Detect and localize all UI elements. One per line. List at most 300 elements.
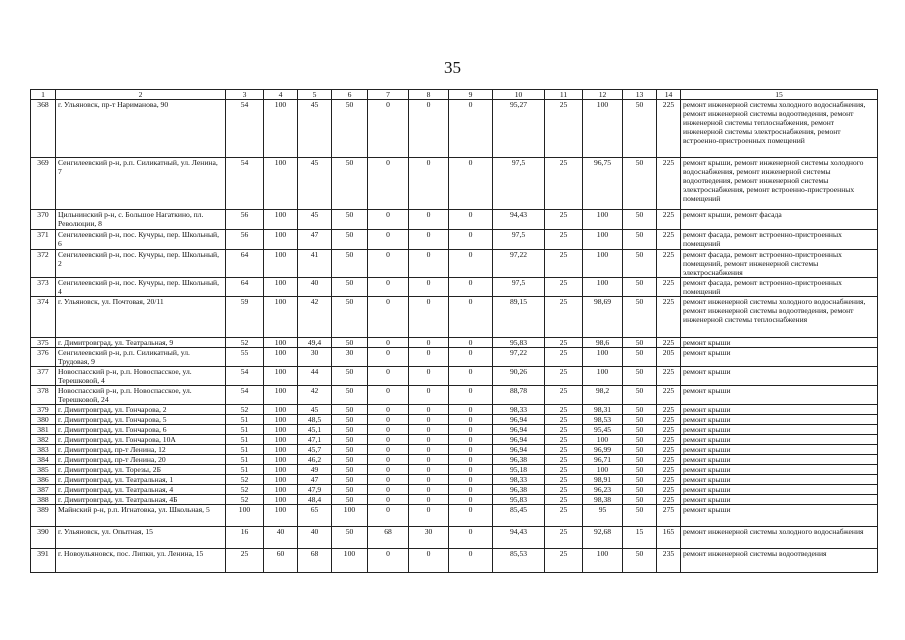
address-cell: г. Димитровград, пр-т Ленина, 12 xyxy=(56,445,226,455)
address-cell: г. Ульяновск, ул. Почтовая, 20/11 xyxy=(56,297,226,338)
value-cell: 44 xyxy=(298,367,332,386)
value-cell: 50 xyxy=(623,278,657,297)
value-cell: 52 xyxy=(226,338,264,348)
value-cell: 0 xyxy=(368,505,409,527)
value-cell: 0 xyxy=(368,297,409,338)
value-cell: 100 xyxy=(332,549,368,573)
value-cell: 0 xyxy=(409,415,449,425)
column-header: 4 xyxy=(264,90,298,100)
value-cell: 98,6 xyxy=(583,338,623,348)
value-cell: 50 xyxy=(623,405,657,415)
value-cell: 100 xyxy=(264,425,298,435)
value-cell: 0 xyxy=(449,527,493,549)
work-description-cell: ремонт инженерной системы водоотведения xyxy=(681,549,878,573)
value-cell: 96,38 xyxy=(493,455,545,465)
value-cell: 100 xyxy=(264,367,298,386)
value-cell: 98,91 xyxy=(583,475,623,485)
value-cell: 225 xyxy=(657,485,681,495)
address-cell: Сенгилеевский р-н, р.п. Силикатный, ул. Трудовая, 9 xyxy=(56,348,226,367)
value-cell: 0 xyxy=(409,297,449,338)
value-cell: 0 xyxy=(449,425,493,435)
value-cell: 50 xyxy=(332,475,368,485)
table-row xyxy=(31,527,878,549)
value-cell: 0 xyxy=(368,338,409,348)
value-cell: 25 xyxy=(545,297,583,338)
column-header: 13 xyxy=(623,90,657,100)
row-number-cell: 383 xyxy=(31,445,56,455)
value-cell: 225 xyxy=(657,250,681,278)
value-cell: 25 xyxy=(545,475,583,485)
address-cell: Сенгилеевский р-н, р.п. Силикатный, ул. Ленина, 7 xyxy=(56,158,226,210)
value-cell: 100 xyxy=(264,158,298,210)
work-description-cell: ремонт крыши xyxy=(681,415,878,425)
value-cell: 0 xyxy=(449,405,493,415)
address-cell: г. Димитровград, ул. Гончарова, 2 xyxy=(56,405,226,415)
value-cell: 225 xyxy=(657,297,681,338)
value-cell: 25 xyxy=(545,405,583,415)
value-cell: 55 xyxy=(226,348,264,367)
work-description-cell: ремонт крыши xyxy=(681,475,878,485)
value-cell: 100 xyxy=(583,100,623,158)
value-cell: 96,38 xyxy=(493,485,545,495)
table-row xyxy=(31,297,878,338)
address-cell: г. Димитровград, пр-т Ленина, 20 xyxy=(56,455,226,465)
value-cell: 0 xyxy=(449,415,493,425)
value-cell: 40 xyxy=(298,278,332,297)
value-cell: 225 xyxy=(657,367,681,386)
value-cell: 50 xyxy=(623,367,657,386)
value-cell: 0 xyxy=(449,338,493,348)
value-cell: 0 xyxy=(449,100,493,158)
table-row xyxy=(31,250,878,278)
work-description-cell: ремонт инженерной системы холодного водоснабжения, ремонт инженерной системы водоотведения, ремонт инженерной системы теплоснабжения, ремонт инженерной системы электроснабжения, ремонт встроенно-пристроенных помещений xyxy=(681,100,878,158)
address-cell: г. Ульяновск, пр-т Нариманова, 90 xyxy=(56,100,226,158)
value-cell: 225 xyxy=(657,210,681,230)
value-cell: 45 xyxy=(298,210,332,230)
value-cell: 30 xyxy=(332,348,368,367)
value-cell: 50 xyxy=(623,475,657,485)
value-cell: 0 xyxy=(368,210,409,230)
value-cell: 95 xyxy=(583,505,623,527)
value-cell: 98,53 xyxy=(583,415,623,425)
value-cell: 97,5 xyxy=(493,230,545,250)
value-cell: 100 xyxy=(264,250,298,278)
value-cell: 54 xyxy=(226,386,264,405)
value-cell: 25 xyxy=(545,435,583,445)
row-number-cell: 391 xyxy=(31,549,56,573)
value-cell: 0 xyxy=(368,250,409,278)
table-row xyxy=(31,455,878,465)
value-cell: 0 xyxy=(409,425,449,435)
value-cell: 225 xyxy=(657,230,681,250)
value-cell: 25 xyxy=(545,250,583,278)
value-cell: 50 xyxy=(623,386,657,405)
value-cell: 225 xyxy=(657,100,681,158)
address-cell: Майнский р-н, р.п. Игнатовка, ул. Школьная, 5 xyxy=(56,505,226,527)
value-cell: 42 xyxy=(298,386,332,405)
value-cell: 50 xyxy=(623,100,657,158)
value-cell: 100 xyxy=(226,505,264,527)
value-cell: 90,26 xyxy=(493,367,545,386)
address-cell: Сенгилеевский р-н, пос. Кучуры, пер. Школьный, 4 xyxy=(56,278,226,297)
value-cell: 50 xyxy=(332,338,368,348)
value-cell: 100 xyxy=(264,465,298,475)
value-cell: 0 xyxy=(368,435,409,445)
value-cell: 0 xyxy=(368,465,409,475)
value-cell: 225 xyxy=(657,455,681,465)
value-cell: 50 xyxy=(332,465,368,475)
table-row xyxy=(31,405,878,415)
address-cell: Новоспасский р-н, р.п. Новоспасское, ул. Терешковой, 4 xyxy=(56,367,226,386)
value-cell: 96,94 xyxy=(493,415,545,425)
row-number-cell: 388 xyxy=(31,495,56,505)
value-cell: 100 xyxy=(264,348,298,367)
value-cell: 225 xyxy=(657,405,681,415)
value-cell: 47,9 xyxy=(298,485,332,495)
table-row xyxy=(31,549,878,573)
value-cell: 0 xyxy=(368,495,409,505)
value-cell: 0 xyxy=(368,415,409,425)
table-row xyxy=(31,415,878,425)
column-header: 3 xyxy=(226,90,264,100)
value-cell: 45,7 xyxy=(298,445,332,455)
value-cell: 16 xyxy=(226,527,264,549)
value-cell: 92,68 xyxy=(583,527,623,549)
value-cell: 52 xyxy=(226,495,264,505)
value-cell: 25 xyxy=(545,445,583,455)
work-description-cell: ремонт крыши xyxy=(681,505,878,527)
value-cell: 0 xyxy=(449,297,493,338)
value-cell: 47 xyxy=(298,230,332,250)
value-cell: 0 xyxy=(368,367,409,386)
value-cell: 51 xyxy=(226,435,264,445)
value-cell: 25 xyxy=(545,158,583,210)
value-cell: 0 xyxy=(409,505,449,527)
value-cell: 95,83 xyxy=(493,495,545,505)
value-cell: 25 xyxy=(545,386,583,405)
row-number-cell: 385 xyxy=(31,465,56,475)
value-cell: 0 xyxy=(409,386,449,405)
value-cell: 88,78 xyxy=(493,386,545,405)
row-number-cell: 370 xyxy=(31,210,56,230)
value-cell: 100 xyxy=(583,230,623,250)
value-cell: 225 xyxy=(657,465,681,475)
value-cell: 0 xyxy=(409,435,449,445)
value-cell: 100 xyxy=(264,455,298,465)
value-cell: 100 xyxy=(583,549,623,573)
value-cell: 50 xyxy=(332,485,368,495)
value-cell: 50 xyxy=(332,425,368,435)
value-cell: 89,15 xyxy=(493,297,545,338)
value-cell: 100 xyxy=(332,505,368,527)
value-cell: 95,27 xyxy=(493,100,545,158)
table-row xyxy=(31,435,878,445)
value-cell: 0 xyxy=(409,158,449,210)
value-cell: 0 xyxy=(368,100,409,158)
value-cell: 50 xyxy=(623,415,657,425)
value-cell: 50 xyxy=(623,348,657,367)
value-cell: 100 xyxy=(583,435,623,445)
address-cell: г. Ульяновск, ул. Опытная, 15 xyxy=(56,527,226,549)
value-cell: 50 xyxy=(332,297,368,338)
value-cell: 25 xyxy=(545,549,583,573)
row-number-cell: 380 xyxy=(31,415,56,425)
table-row xyxy=(31,505,878,527)
value-cell: 0 xyxy=(368,158,409,210)
value-cell: 0 xyxy=(368,445,409,455)
column-header: 2 xyxy=(56,90,226,100)
value-cell: 50 xyxy=(623,297,657,338)
value-cell: 95,83 xyxy=(493,338,545,348)
value-cell: 0 xyxy=(449,485,493,495)
row-number-cell: 382 xyxy=(31,435,56,445)
value-cell: 94,43 xyxy=(493,527,545,549)
value-cell: 50 xyxy=(332,435,368,445)
address-cell: Сенгилеевский р-н, пос. Кучуры, пер. Школьный, 2 xyxy=(56,250,226,278)
value-cell: 0 xyxy=(368,405,409,415)
value-cell: 0 xyxy=(449,465,493,475)
value-cell: 48,5 xyxy=(298,415,332,425)
value-cell: 225 xyxy=(657,338,681,348)
work-description-cell: ремонт крыши xyxy=(681,485,878,495)
value-cell: 225 xyxy=(657,415,681,425)
value-cell: 50 xyxy=(332,415,368,425)
value-cell: 50 xyxy=(623,158,657,210)
value-cell: 100 xyxy=(264,338,298,348)
value-cell: 0 xyxy=(409,495,449,505)
row-number-cell: 372 xyxy=(31,250,56,278)
value-cell: 50 xyxy=(623,435,657,445)
value-cell: 0 xyxy=(449,475,493,485)
row-number-cell: 384 xyxy=(31,455,56,465)
value-cell: 97,5 xyxy=(493,158,545,210)
value-cell: 0 xyxy=(368,425,409,435)
value-cell: 25 xyxy=(545,210,583,230)
work-description-cell: ремонт крыши xyxy=(681,348,878,367)
row-number-cell: 381 xyxy=(31,425,56,435)
value-cell: 52 xyxy=(226,405,264,415)
row-number-cell: 369 xyxy=(31,158,56,210)
value-cell: 25 xyxy=(545,338,583,348)
value-cell: 49 xyxy=(298,465,332,475)
value-cell: 100 xyxy=(583,465,623,475)
work-description-cell: ремонт крыши xyxy=(681,405,878,415)
value-cell: 0 xyxy=(449,435,493,445)
value-cell: 100 xyxy=(583,278,623,297)
work-description-cell: ремонт фасада, ремонт встроенно-пристроенных помещений, ремонт инженерной системы электроснабжения xyxy=(681,250,878,278)
value-cell: 64 xyxy=(226,278,264,297)
value-cell: 275 xyxy=(657,505,681,527)
value-cell: 25 xyxy=(545,465,583,475)
value-cell: 95,45 xyxy=(583,425,623,435)
table-row xyxy=(31,278,878,297)
value-cell: 25 xyxy=(545,230,583,250)
value-cell: 51 xyxy=(226,455,264,465)
value-cell: 50 xyxy=(623,338,657,348)
value-cell: 45 xyxy=(298,100,332,158)
value-cell: 50 xyxy=(332,250,368,278)
value-cell: 100 xyxy=(264,297,298,338)
table-row xyxy=(31,338,878,348)
value-cell: 100 xyxy=(264,230,298,250)
value-cell: 0 xyxy=(409,210,449,230)
value-cell: 0 xyxy=(368,348,409,367)
value-cell: 50 xyxy=(623,549,657,573)
value-cell: 96,94 xyxy=(493,445,545,455)
address-cell: г. Димитровград, ул. Гончарова, 5 xyxy=(56,415,226,425)
value-cell: 0 xyxy=(409,230,449,250)
value-cell: 100 xyxy=(583,210,623,230)
value-cell: 25 xyxy=(545,278,583,297)
value-cell: 60 xyxy=(264,549,298,573)
value-cell: 50 xyxy=(332,210,368,230)
value-cell: 25 xyxy=(545,348,583,367)
work-description-cell: ремонт крыши, ремонт инженерной системы холодного водоснабжения, ремонт инженерной системы водоотведения, ремонт инженерной системы электроснабжения, ремонт встроенно-пристроенных помещений xyxy=(681,158,878,210)
address-cell: Цильнинский р-н, с. Большое Нагаткино, пл. Революции, 8 xyxy=(56,210,226,230)
value-cell: 0 xyxy=(409,485,449,495)
value-cell: 0 xyxy=(449,505,493,527)
value-cell: 97,22 xyxy=(493,250,545,278)
work-description-cell: ремонт инженерной системы холодного водоснабжения xyxy=(681,527,878,549)
value-cell: 48,4 xyxy=(298,495,332,505)
row-number-cell: 379 xyxy=(31,405,56,415)
value-cell: 0 xyxy=(449,455,493,465)
value-cell: 98,33 xyxy=(493,475,545,485)
value-cell: 100 xyxy=(264,405,298,415)
value-cell: 100 xyxy=(583,348,623,367)
value-cell: 50 xyxy=(623,425,657,435)
value-cell: 0 xyxy=(368,485,409,495)
value-cell: 0 xyxy=(368,278,409,297)
value-cell: 45 xyxy=(298,405,332,415)
value-cell: 45 xyxy=(298,158,332,210)
repair-table xyxy=(30,89,878,573)
column-header: 15 xyxy=(681,90,878,100)
table-row xyxy=(31,158,878,210)
value-cell: 54 xyxy=(226,100,264,158)
table-row xyxy=(31,348,878,367)
value-cell: 25 xyxy=(545,425,583,435)
value-cell: 25 xyxy=(545,455,583,465)
value-cell: 225 xyxy=(657,495,681,505)
work-description-cell: ремонт крыши xyxy=(681,425,878,435)
value-cell: 25 xyxy=(545,485,583,495)
address-cell: г. Димитровград, ул. Торезы, 2Б xyxy=(56,465,226,475)
work-description-cell: ремонт крыши xyxy=(681,367,878,386)
value-cell: 0 xyxy=(409,405,449,415)
header-row xyxy=(31,90,878,100)
table-row xyxy=(31,100,878,158)
value-cell: 59 xyxy=(226,297,264,338)
value-cell: 50 xyxy=(332,405,368,415)
value-cell: 52 xyxy=(226,485,264,495)
table-row xyxy=(31,445,878,455)
value-cell: 50 xyxy=(623,495,657,505)
value-cell: 54 xyxy=(226,367,264,386)
work-description-cell: ремонт крыши xyxy=(681,495,878,505)
work-description-cell: ремонт крыши, ремонт фасада xyxy=(681,210,878,230)
value-cell: 97,22 xyxy=(493,348,545,367)
row-number-cell: 368 xyxy=(31,100,56,158)
address-cell: Новоспасский р-н, р.п. Новоспасское, ул. Терешковой, 24 xyxy=(56,386,226,405)
table-row xyxy=(31,495,878,505)
value-cell: 0 xyxy=(409,278,449,297)
work-description-cell: ремонт фасада, ремонт встроенно-пристроенных помещений xyxy=(681,230,878,250)
value-cell: 225 xyxy=(657,278,681,297)
value-cell: 51 xyxy=(226,425,264,435)
value-cell: 41 xyxy=(298,250,332,278)
value-cell: 50 xyxy=(332,278,368,297)
column-header: 12 xyxy=(583,90,623,100)
value-cell: 98,33 xyxy=(493,405,545,415)
table-row xyxy=(31,425,878,435)
value-cell: 30 xyxy=(409,527,449,549)
column-header: 11 xyxy=(545,90,583,100)
row-number-cell: 375 xyxy=(31,338,56,348)
value-cell: 50 xyxy=(332,367,368,386)
value-cell: 0 xyxy=(449,250,493,278)
value-cell: 0 xyxy=(409,348,449,367)
address-cell: г. Димитровград, ул. Театральная, 4Б xyxy=(56,495,226,505)
value-cell: 85,45 xyxy=(493,505,545,527)
value-cell: 0 xyxy=(409,549,449,573)
row-number-cell: 371 xyxy=(31,230,56,250)
value-cell: 94,43 xyxy=(493,210,545,230)
value-cell: 96,94 xyxy=(493,425,545,435)
value-cell: 98,2 xyxy=(583,386,623,405)
value-cell: 100 xyxy=(583,250,623,278)
value-cell: 54 xyxy=(226,158,264,210)
value-cell: 15 xyxy=(623,527,657,549)
work-description-cell: ремонт крыши xyxy=(681,435,878,445)
column-header: 14 xyxy=(657,90,681,100)
value-cell: 25 xyxy=(545,367,583,386)
value-cell: 52 xyxy=(226,475,264,485)
address-cell: г. Димитровград, ул. Театральная, 4 xyxy=(56,485,226,495)
value-cell: 100 xyxy=(264,505,298,527)
value-cell: 100 xyxy=(264,278,298,297)
value-cell: 100 xyxy=(264,415,298,425)
value-cell: 51 xyxy=(226,445,264,455)
value-cell: 0 xyxy=(368,386,409,405)
value-cell: 25 xyxy=(545,527,583,549)
work-description-cell: ремонт фасада, ремонт встроенно-пристроенных помещений xyxy=(681,278,878,297)
value-cell: 0 xyxy=(449,549,493,573)
table-row xyxy=(31,386,878,405)
table-row xyxy=(31,230,878,250)
work-description-cell: ремонт крыши xyxy=(681,455,878,465)
value-cell: 50 xyxy=(623,485,657,495)
table-row xyxy=(31,485,878,495)
value-cell: 205 xyxy=(657,348,681,367)
column-header: 10 xyxy=(493,90,545,100)
value-cell: 0 xyxy=(409,338,449,348)
value-cell: 40 xyxy=(264,527,298,549)
value-cell: 50 xyxy=(332,100,368,158)
value-cell: 98,31 xyxy=(583,405,623,415)
value-cell: 0 xyxy=(368,455,409,465)
value-cell: 65 xyxy=(298,505,332,527)
value-cell: 0 xyxy=(368,230,409,250)
value-cell: 0 xyxy=(409,465,449,475)
value-cell: 96,94 xyxy=(493,435,545,445)
value-cell: 50 xyxy=(332,527,368,549)
value-cell: 100 xyxy=(264,100,298,158)
value-cell: 50 xyxy=(623,465,657,475)
value-cell: 0 xyxy=(449,348,493,367)
value-cell: 95,18 xyxy=(493,465,545,475)
value-cell: 68 xyxy=(368,527,409,549)
